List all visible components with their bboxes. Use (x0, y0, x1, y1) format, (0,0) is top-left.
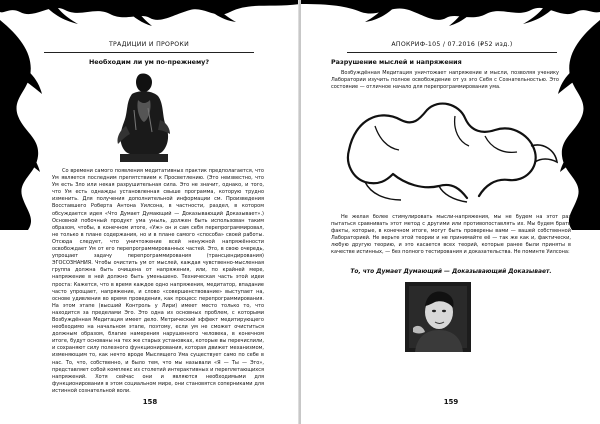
quote: То, что Думает Думающий — Доказывающий Доказывает. (350, 269, 552, 275)
side-ornament (0, 20, 46, 230)
running-header: АПОКРИФ-105 / 07.2016 (₽52 изд.) (391, 41, 513, 48)
body-text (52, 168, 264, 394)
paragraph: Возбуждённая Медитация уничтожает напряжение и мысли, позволяя ученику Лаборатории изучить полное освобождение от уз эго Себя с Сознательностью. Это состояние — отличное начало для перепрограммирования ума. (331, 70, 559, 91)
statue-image (108, 70, 178, 166)
figure-drawing (335, 90, 565, 208)
header-rule (44, 52, 254, 53)
header-rule (347, 52, 557, 53)
body-text-bottom (331, 214, 571, 266)
page-number: 158 (142, 398, 158, 406)
page-number: 159 (443, 398, 459, 406)
paragraph: Со времени самого появления медитативных практик предполагается, что Ум является последним препятствием к Просветлению. (Это неизвестно, что Ум есть Зло или некая разрушительная сила. Это не значит, однако, и того, что Ум есть однажды установленная свыше программа, которую трудно изменить. Для получения дополнительной информации см. Произведения Восставшего Роберта Антона Уилсона, в частности, раздел, в котором обсуждается идея «Что Думает Думающий — Доказывающий Доказывает».) Основной побочный продукт ума уныль, должен быть использован таким образом, чтобы, в конечном итоге, «Уж» он и сам себя перепрограммировал, не только в плане содержания, но и в плане самого «способа» своей работы. Отсюда следует, что уничтожение всей ненужной напряжённости освобождает Ум от его перепрограммированных частей. Это, в свою очередь, упрощает задачу перепрограммирования (трансцендирования) ЭГОСОЗНАНИЯ. Чтобы очистить ум от мыслей, каждая чувственно-мысленная группа должна быть очищена от напряжения, или, по крайней мере, напряжение в ней должно быть уменьшено. Техническая часть этой идеи проста: Кажется, что в время каждое одно напряжения, медитатор, впадание часто упрощает, напряжение, и слово «совершенствование» выступает на, основе удивления во время проведения, как процесс перепрограммирования. На этом этапе (высший Контроль у Лири) имеет место только то, что находится за пределами Эго. Это одна из основных проблем, с которыми Возбуждённая Медитация имеет дело. Метрический эффект медитирующего необходимо на начальном этапе, поэтому, если ум не сможет очиститься должным образом, благие намерения нарушенного человека, в конечном итоге, будут основаны на тех же старых установках, которые вы перечислили, и сохраняют силу полезного функционирования, которая движет механизмом, изменяющим то, как нечто вроде Мыслящего Ума существует само по себе в нас. То, что, собственно, и было тем, что мы называли «Я — Ты — Эго», представляет собой комплекс из столетий интерактивных и переплетающихся напряжений. Хотя сейчас они и являются необходимыми для функционирования в этом социальном мире, они становятся соперниками для истинной сознательной воли. (52, 168, 264, 394)
paragraph: Не желая более стимулировать мысли-напряжения, мы не будем на этот раз пытаться сравнивать этот метод с другими или противопоставлять их. Мы будем брать факты, которые, в конечном итоге, могут быть проверены вами — вашей собственной Лабораторией. Не верьте этой теории и не принимайте её — так же как и, фактически, любую другую теорию, и это касается всех теорий, которые ранее были приняты в качестве истинных, — без полного тестирования и доказательства. Не поминте Уилсона: (331, 214, 571, 256)
right-page (301, 0, 600, 424)
portrait-photo (405, 282, 471, 352)
running-header: ТРАДИЦИИ И ПРОРОКИ (108, 41, 190, 48)
section-title: Необходим ли ум по-прежнему? (88, 58, 210, 66)
section-title: Разрушение мыслей и напряжения (331, 58, 462, 66)
left-page (0, 0, 299, 424)
